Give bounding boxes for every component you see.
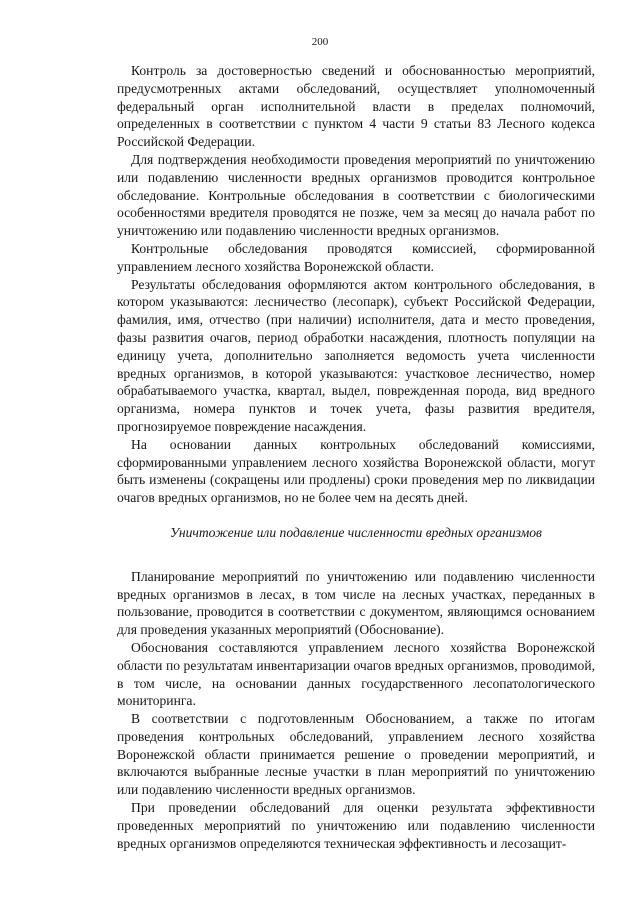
section-control-inspections bbox=[117, 62, 595, 507]
paragraph: При проведении обследований для оценки результата эффективности проведенных мероприятий по уничтожению или подавлению численности вредных организмов определяются техническая эффективность и лесозащит- bbox=[117, 800, 595, 851]
paragraph: Для подтверждения необходимости проведения мероприятий по уничтожению или подавлению численности вредных организмов проводится контрольное обследование. Контрольные обследования в соответствии с биологическими особенностями вредителя проводятся не позже, чем за месяц до начала работ по уничтожению или подавлению численности вредных организмов. bbox=[117, 151, 595, 239]
paragraph: В соответствии с подготовленным Обоснованием, а также по итогам проведения контрольных обследований, управлением лесного хозяйства Воронежской области принимается решение о проведении мероприятий, и включаются выбранные лесные участки в план мероприятий по уничтожению или подавлению численности вредных организмов. bbox=[117, 711, 595, 798]
paragraph: Контроль за достоверностью сведений и обоснованностью мероприятий, предусмотренных актами обследований, осуществляет уполномоченный федеральный орган исполнительной власти в пределах полномочий, определенных в соответствии с пунктом 4 части 9 статьи 83 Лесного кодекса Российской Федерации. bbox=[117, 63, 595, 150]
paragraph: Обоснования составляются управлением лесного хозяйства Воронежской области по результатам инвентаризации очагов вредных организмов, проводимой, в том числе, на основании данных государственного лесопатологического мониторинга. bbox=[117, 639, 595, 709]
page-number: 200 bbox=[311, 36, 329, 48]
section-heading: Уничтожение или подавление численности вредных организмов bbox=[170, 524, 542, 540]
paragraph: Планирование мероприятий по уничтожению или подавлению численности вредных организмов в лесах, в том числе на лесных участках, переданных в пользование, проводится в соответствии с документом, являющимся основанием для проведения указанных мероприятий (Обоснование). bbox=[117, 568, 595, 638]
paragraph: Контрольные обследования проводятся комиссией, сформированной управлением лесного хозяйства Воронежской области. bbox=[117, 240, 595, 274]
paragraph: На основании данных контрольных обследований комиссиями, сформированными управлением лесного хозяйства Воронежской области, могут быть изменены (сокращены или продлены) сроки проведения мер по ликвидации очагов вредных организмов, но не более чем на десять дней. bbox=[117, 436, 595, 506]
section-pest-control bbox=[117, 568, 595, 853]
document-body bbox=[117, 62, 595, 852]
paragraph: Результаты обследования оформляются актом контрольного обследования, в котором указываются: лесничество (лесопарк), субъект Российской Федерации, фамилия, имя, отчество (при наличии) исполнителя, дата и место проведения, фазы развития очагов, период обработки насаждения, плотность популяции на единицу учета, дополнительно заполняется ведомость учета численности вредных организмов, в которой указываются: участковое лесничество, номер обрабатываемого участка, квартал, выдел, поврежденная порода, вид вредного организма, номера пунктов и точек учета, фазы развития вредителя, прогнозируемое повреждение насаждения. bbox=[117, 276, 595, 434]
